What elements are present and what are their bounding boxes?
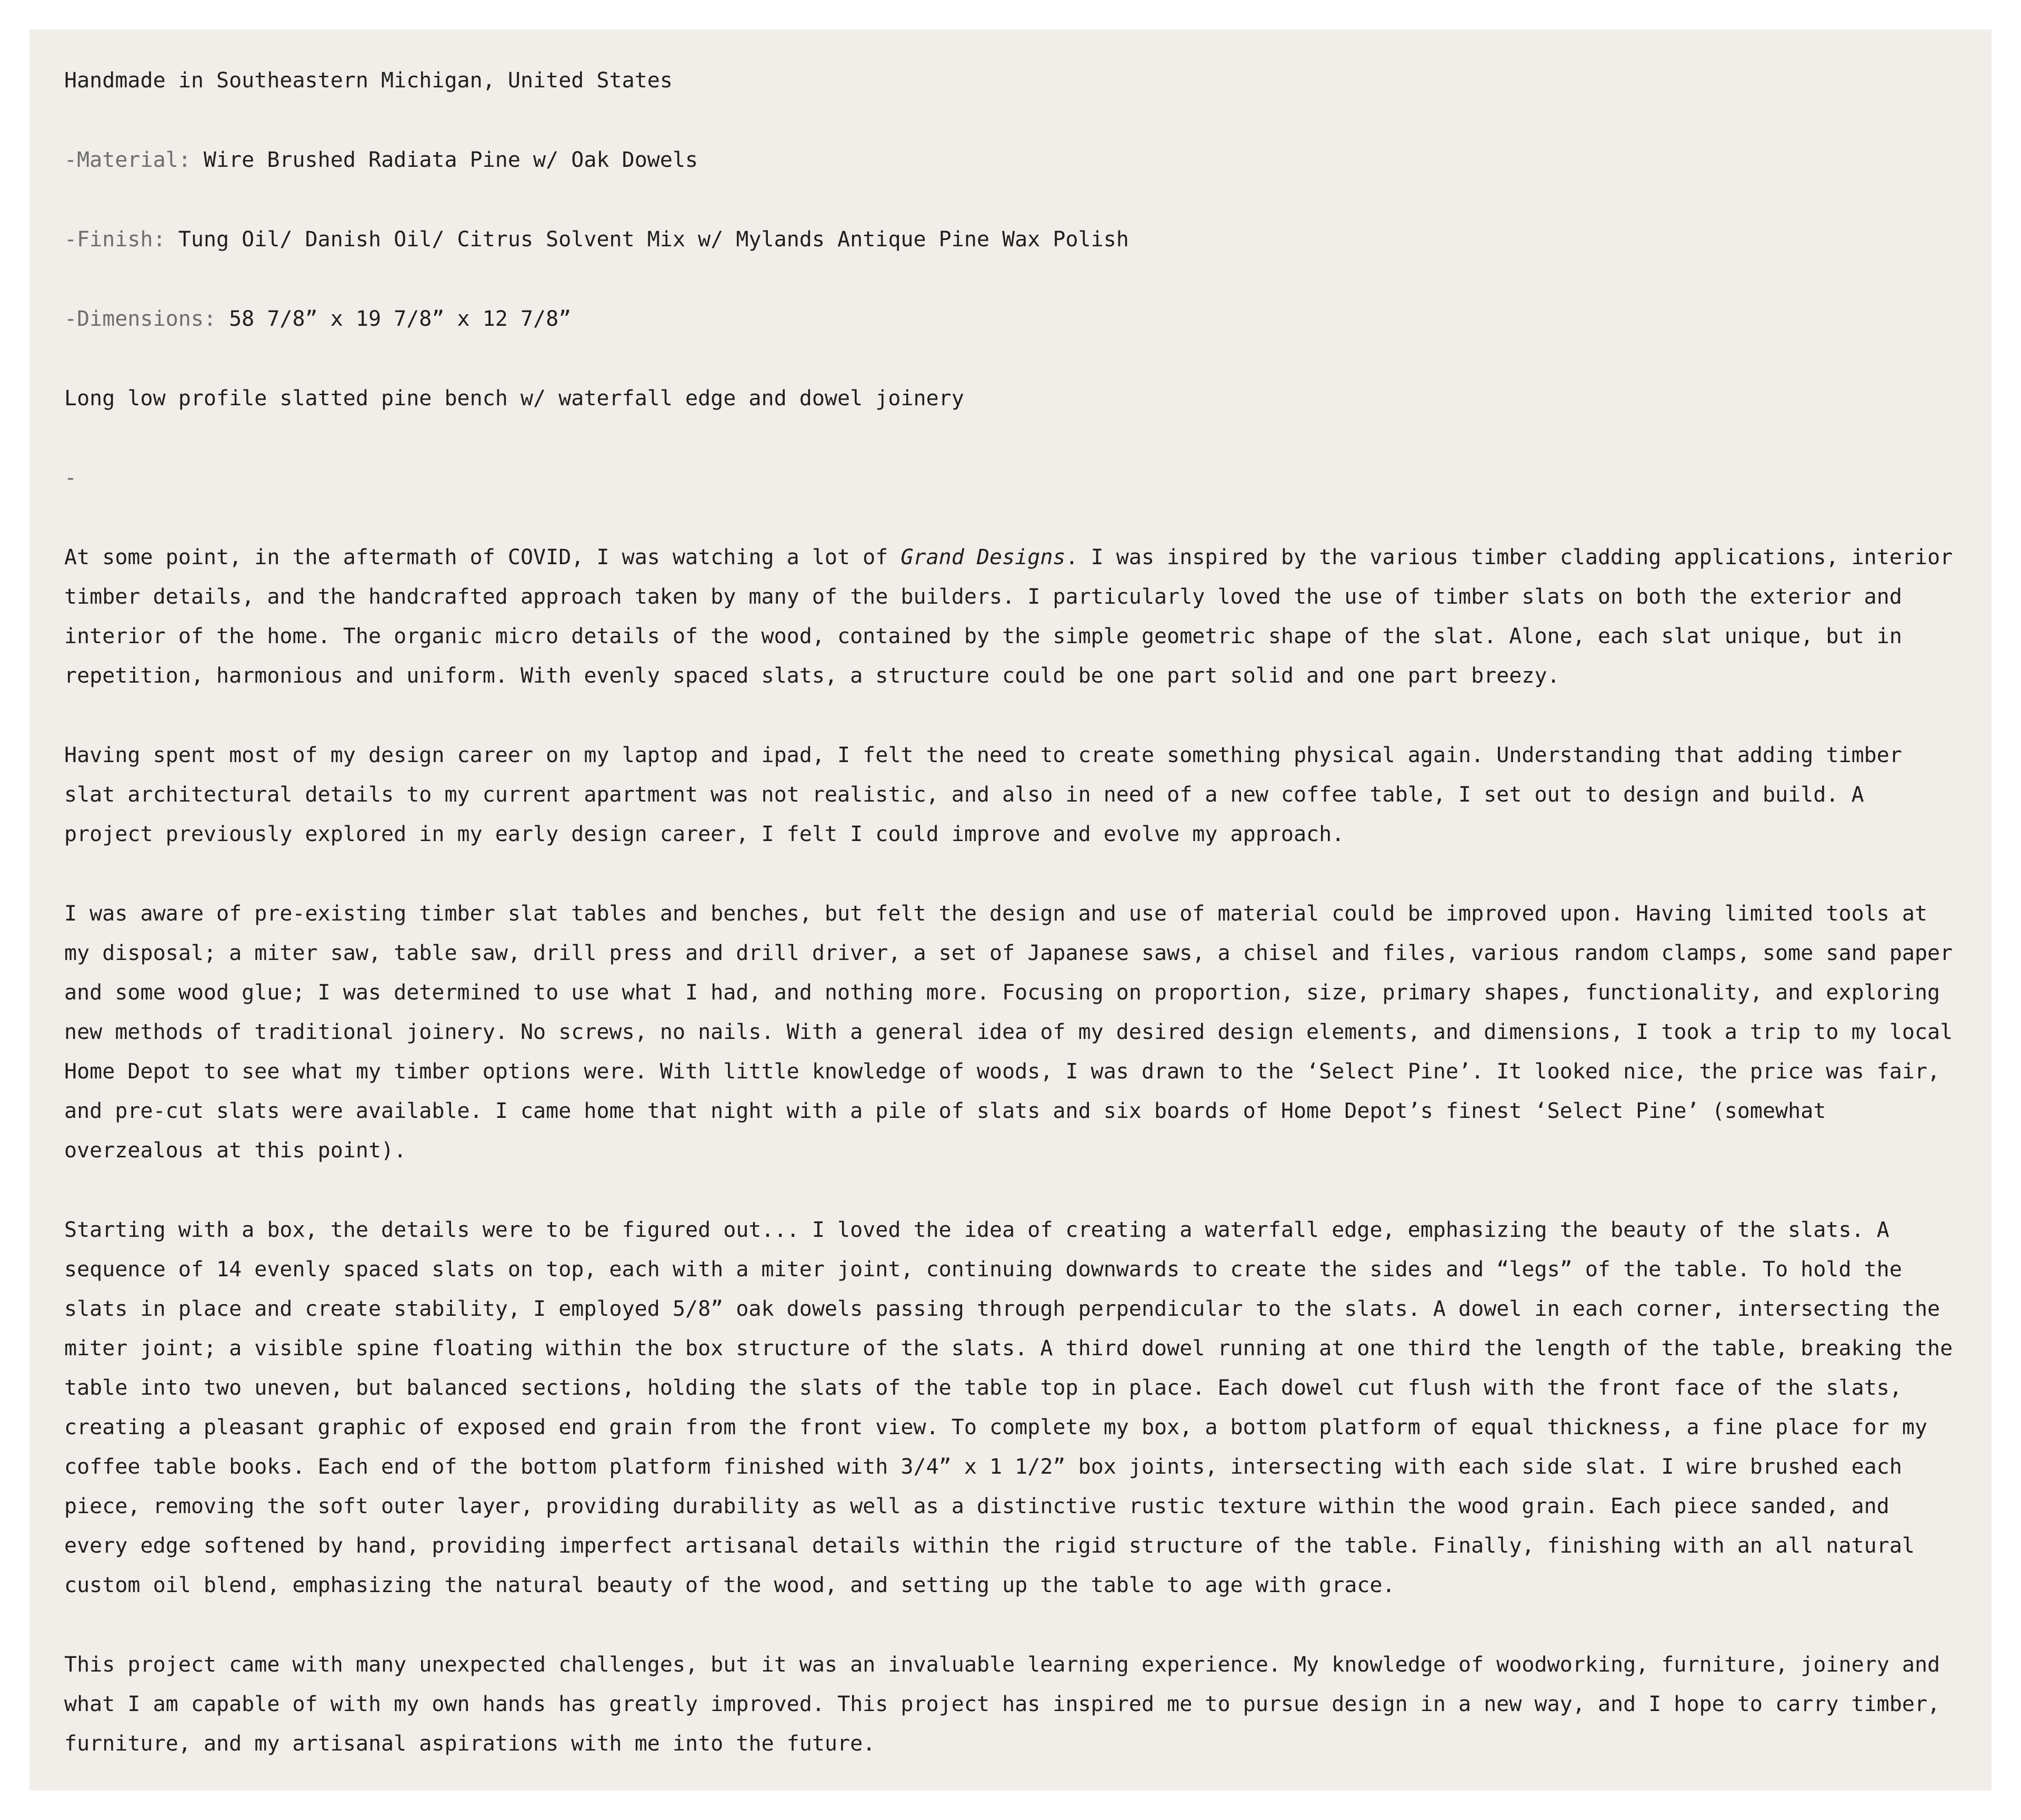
section-divider: - [64, 466, 77, 490]
paragraph-materials: I was aware of pre-existing timber slat tables and benches, but felt the design and use of material could be improved upon. Having limited tools at my disposal; a miter saw, table saw, drill press and drill driver, a set of Japanese saws, a chisel and files, various random clamps, some sand paper and some wood glue; I was determined to use what I had, and nothing more. Focusing on proportion, size, primary shapes, functionality, and exploring new methods of traditional joinery. No screws, no nails. With a general idea of my desired design elements, and dimensions, I took a trip to my local Home Depot to see what my timber options were. With little knowledge of woods, I was drawn to the ‘Select Pine’. It looked nice, the price was fair, and pre-cut slats were available. I came home that night with a pile of slats and six boards of Home Depot’s finest ‘Select Pine’ (somewhat overzealous at this point). [64, 902, 1953, 1163]
paragraph-reflection: This project came with many unexpected challenges, but it was an invaluable learning experience. My knowledge of woodworking, furniture, joinery and what I am capable of with my own hands has greatly improved. This project has inspired me to pursue design in a new way, and I hope to carry timber, furniture, and my artisanal aspirations with me into the future. [64, 1653, 1940, 1756]
finish-line [64, 220, 1957, 259]
material-label: -Material: [64, 148, 191, 172]
description-panel [29, 29, 1992, 1791]
dimensions-value: 58 7/8” x 19 7/8” x 12 7/8” [229, 307, 572, 331]
material-line [64, 141, 1957, 180]
origin-line: Handmade in Southeastern Michigan, United States [64, 68, 673, 93]
finish-value: Tung Oil/ Danish Oil/ Citrus Solvent Mix w/ Mylands Antique Pine Wax Polish [178, 227, 1129, 252]
paragraph-inspiration-end: . I was inspired by the various timber cladding applications, interior timber details, and the handcrafted approach taken by many of the builders. I particularly loved the use of timber slats on both the exterior and interior of the home. The organic micro details of the wood, contained by the simple geometric shape of the slat. Alone, each slat unique, but in repetition, harmonious and uniform. With evenly spaced slats, a structure could be one part solid and one part breezy. [64, 545, 1953, 688]
paragraph-motivation: Having spent most of my design career on my laptop and ipad, I felt the need to create something physical again. Understanding that adding timber slat architectural details to my current apartment was not realistic, and also in need of a new coffee table, I set out to design and build. A project previously explored in my early design career, I felt I could improve and evolve my approach. [64, 743, 1902, 846]
paragraph-inspiration [64, 538, 1957, 696]
summary-line: Long low profile slatted pine bench w/ waterfall edge and dowel joinery [64, 386, 964, 411]
paragraph-inspiration-start: At some point, in the aftermath of COVID, I was watching a lot of [64, 545, 901, 569]
finish-label: -Finish: [64, 227, 166, 252]
show-title: Grand Designs [901, 545, 1066, 569]
dimensions-label: -Dimensions: [64, 307, 216, 331]
paragraph-construction: Starting with a box, the details were to be figured out... I loved the idea of creating a waterfall edge, emphasizing the beauty of the slats. A sequence of 14 evenly spaced slats on top, each with a miter joint, continuing downwards to create the sides and “legs” of the table. To hold the slats in place and create stability, I employed 5/8” oak dowels passing through perpendicular to the slats. A dowel in each corner, intersecting the miter joint; a visible spine floating within the box structure of the slats. A third dowel running at one third the length of the table, breaking the table into two uneven, but balanced sections, holding the slats of the table top in place. Each dowel cut flush with the front face of the slats, creating a pleasant graphic of exposed end grain from the front view. To complete my box, a bottom platform of equal thickness, a fine place for my coffee table books. Each end of the bottom platform finished with 3/4” x 1 1/2” box joints, intersecting with each side slat. I wire brushed each piece, removing the soft outer layer, providing durability as well as a distinctive rustic texture within the wood grain. Each piece sanded, and every edge softened by hand, providing imperfect artisanal details within the rigid structure of the table. Finally, finishing with an all natural custom oil blend, emphasizing the natural beauty of the wood, and setting up the table to age with grace. [64, 1218, 1953, 1597]
dimensions-line [64, 299, 1957, 339]
material-value: Wire Brushed Radiata Pine w/ Oak Dowels [203, 148, 698, 172]
